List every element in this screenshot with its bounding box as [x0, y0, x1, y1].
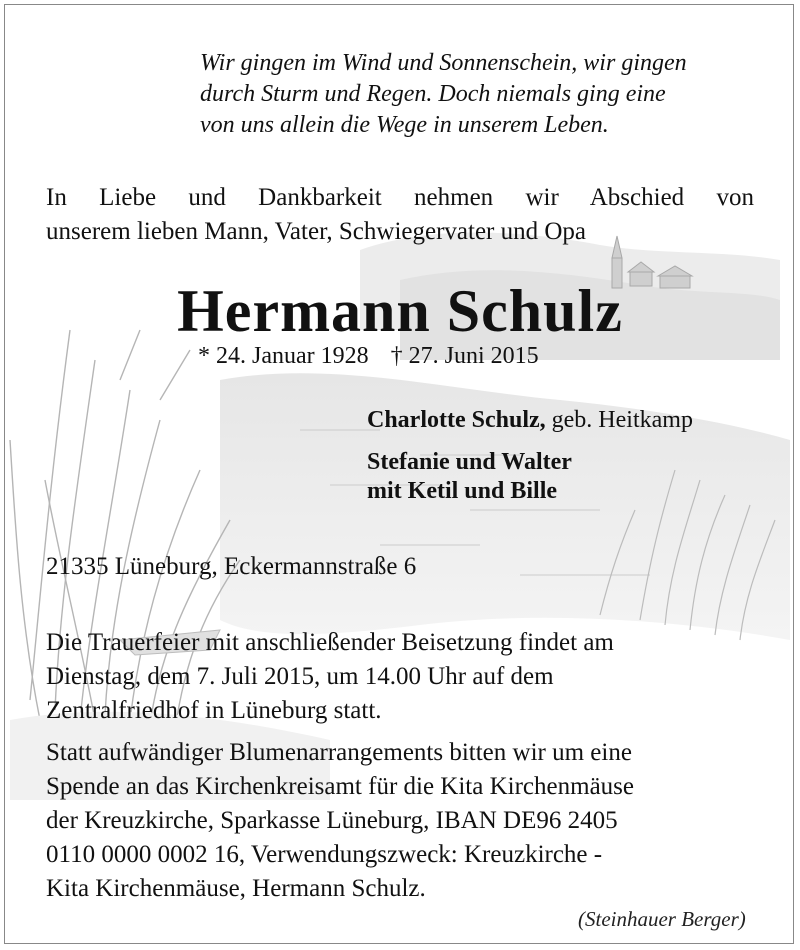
birth-date: * 24. Januar 1928: [198, 343, 369, 369]
poem-line: durch Sturm und Regen. Doch niemals ging eine: [200, 81, 666, 107]
spouse-name: Charlotte Schulz,: [367, 407, 546, 433]
family-grandchildren: mit Ketil und Bille: [367, 478, 558, 504]
donation-line: Spende an das Kirchenkreisamt für die Kita Kirchenmäuse: [46, 773, 634, 800]
poem-verse: [200, 48, 687, 141]
donation-line: Kita Kirchenmäuse, Hermann Schulz.: [46, 875, 426, 902]
donation-line: 0110 0000 0002 16, Verwendungszweck: Kreuzkirche -: [46, 841, 603, 868]
ceremony-line: Dienstag, dem 7. Juli 2015, um 14.00 Uhr auf dem: [46, 663, 554, 690]
donation-request: [46, 736, 634, 906]
donation-line: der Kreuzkirche, Sparkasse Lüneburg, IBAN DE96 2405: [46, 807, 618, 834]
family-children: Stefanie und Walter: [367, 449, 572, 475]
stonemason-signature: (Steinhauer Berger): [578, 907, 746, 931]
spouse-maiden-name: geb. Heitkamp: [545, 407, 693, 433]
poem-line: Wir gingen im Wind und Sonnenschein, wir gingen: [200, 50, 687, 76]
intro-line-2: unserem lieben Mann, Vater, Schwiegervater und Opa: [46, 218, 587, 245]
donation-line: Statt aufwändiger Blumenarrangements bitten wir um eine: [46, 739, 632, 766]
poem-line: von uns allein die Wege in unserem Leben.: [200, 112, 609, 138]
life-dates: [198, 341, 539, 371]
death-date: † 27. Juni 2015: [390, 343, 539, 369]
intro-line-1: In Liebe und Dankbarkeit nehmen wir Abschied von: [46, 184, 754, 211]
ceremony-line: Die Trauerfeier mit anschließender Beisetzung findet am: [46, 629, 614, 656]
ceremony-info: [46, 626, 614, 728]
ceremony-line: Zentralfriedhof in Lüneburg statt.: [46, 697, 382, 724]
family-address: 21335 Lüneburg, Eckermannstraße 6: [46, 553, 417, 580]
deceased-name: Hermann Schulz: [177, 278, 623, 344]
family-spouse: [367, 405, 693, 435]
